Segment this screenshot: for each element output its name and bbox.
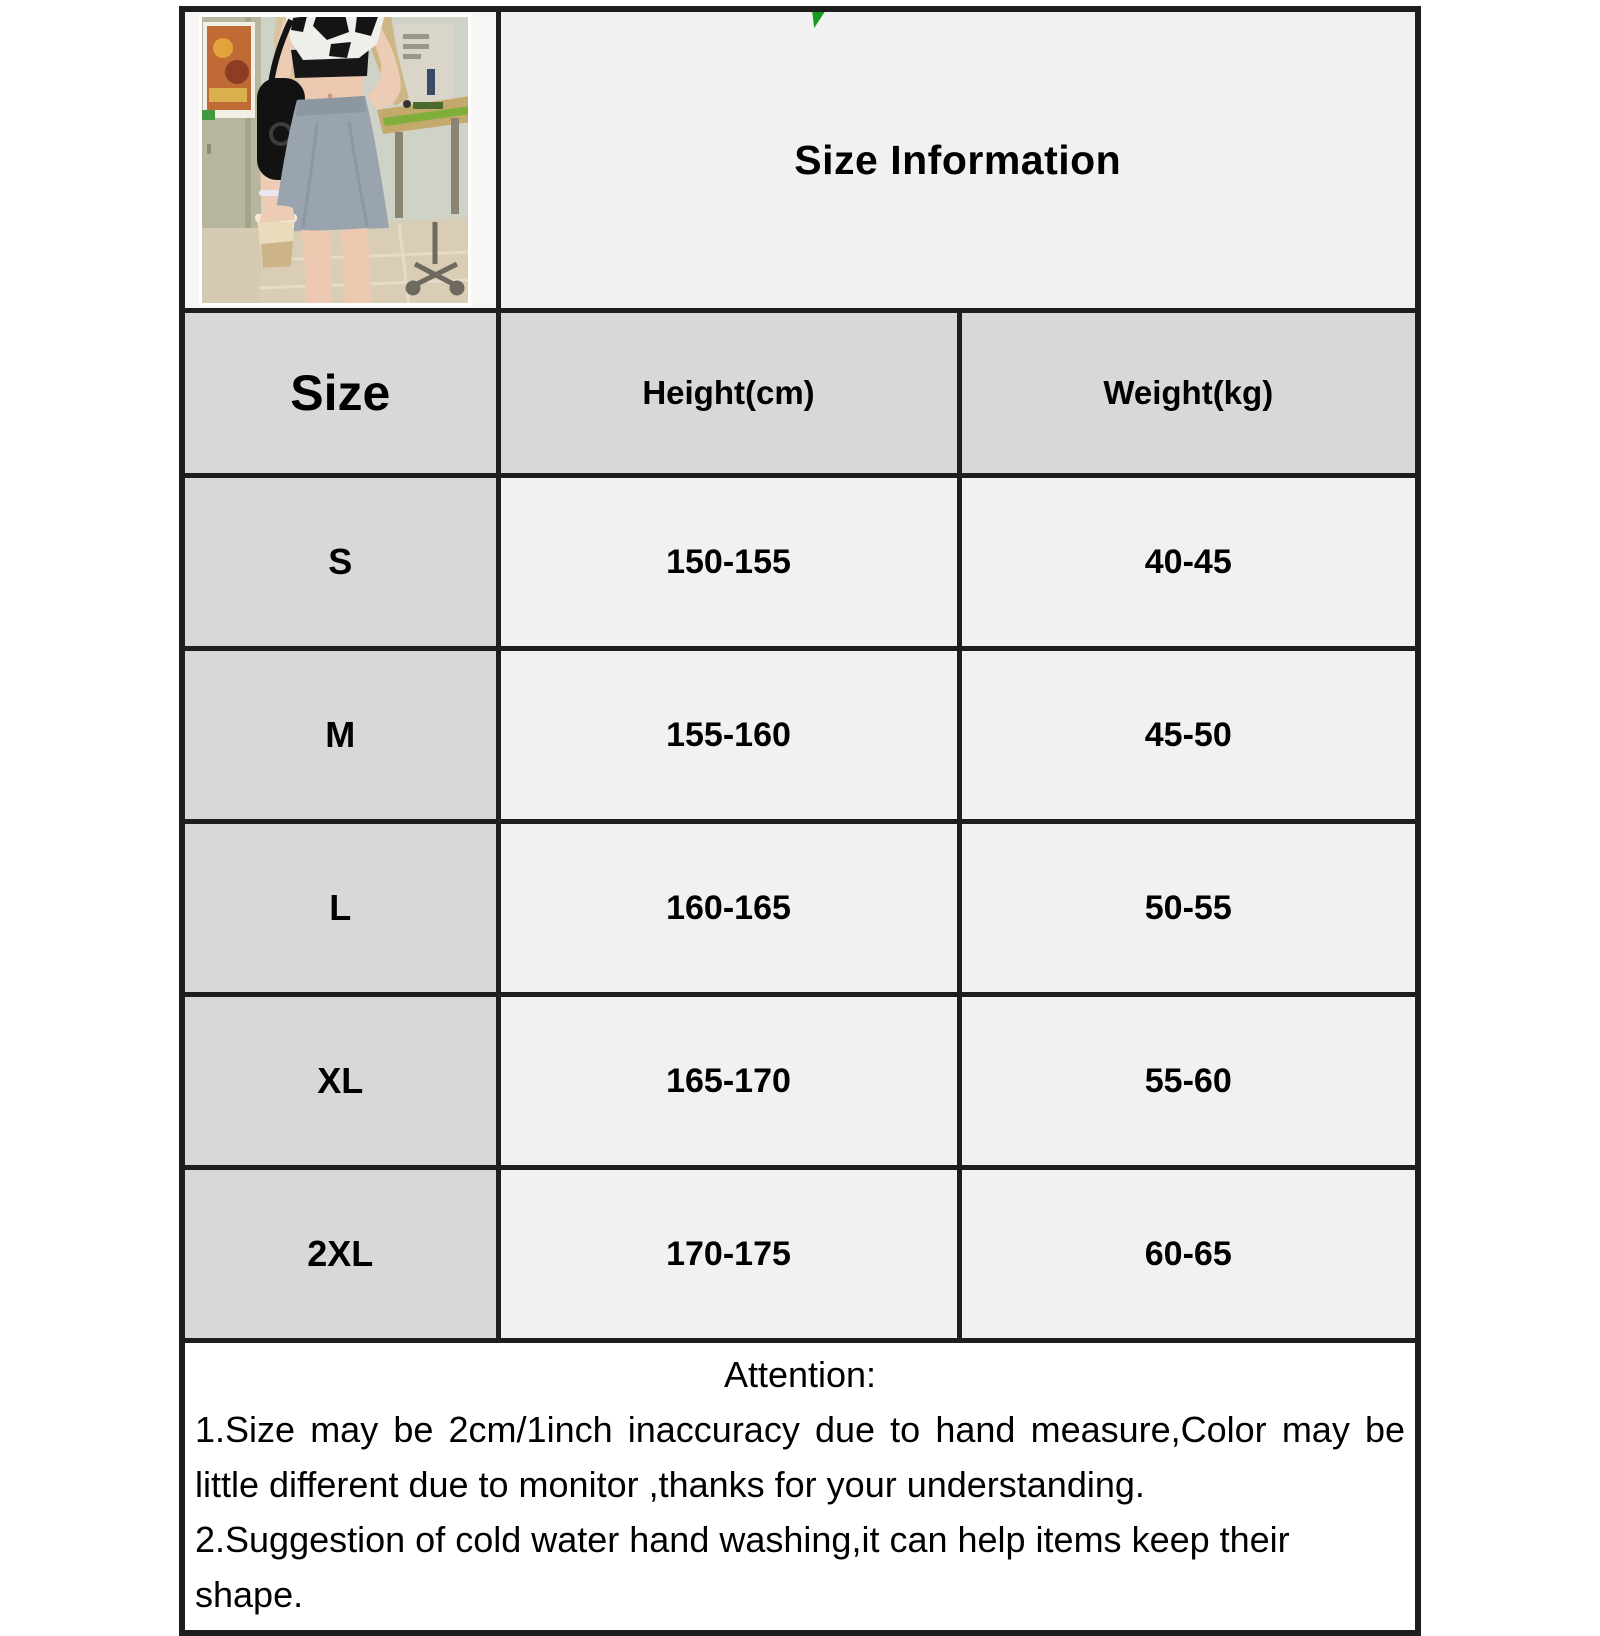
attention-line-2: 2.Suggestion of cold water hand washing,it can help items keep their shape.	[195, 1519, 1290, 1616]
weight-value: 45-50	[959, 649, 1418, 822]
size-label: L	[182, 822, 498, 995]
table-row-xl	[182, 995, 1418, 1168]
attention-row	[182, 1341, 1418, 1634]
size-label: 2XL	[182, 1168, 498, 1341]
poster	[201, 22, 255, 120]
product-photo	[199, 14, 471, 306]
page-title: Size Information	[794, 136, 1122, 183]
size-label: S	[182, 476, 498, 649]
height-value: 165-170	[498, 995, 959, 1168]
column-header-size: Size	[182, 311, 498, 476]
table-header-row	[182, 311, 1418, 476]
weight-value: 60-65	[959, 1168, 1418, 1341]
column-header-weight: Weight(kg)	[959, 311, 1418, 476]
height-value: 155-160	[498, 649, 959, 822]
size-label: XL	[182, 995, 498, 1168]
attention-note	[182, 1341, 1418, 1634]
column-header-height: Height(cm)	[498, 311, 959, 476]
banner-row	[182, 9, 1418, 311]
green-corner-flag-icon	[812, 9, 829, 28]
product-photo-illustration	[199, 14, 471, 306]
table-row-s	[182, 476, 1418, 649]
weight-value: 40-45	[959, 476, 1418, 649]
weight-value: 55-60	[959, 995, 1418, 1168]
height-value: 150-155	[498, 476, 959, 649]
height-value: 170-175	[498, 1168, 959, 1341]
height-value: 160-165	[498, 822, 959, 995]
table-row-m	[182, 649, 1418, 822]
table-row-2xl	[182, 1168, 1418, 1341]
table-row-l	[182, 822, 1418, 995]
attention-heading: Attention:	[723, 1354, 877, 1395]
size-information-table	[179, 6, 1421, 1636]
title-cell	[498, 9, 1418, 311]
weight-value: 50-55	[959, 822, 1418, 995]
size-chart-sheet	[179, 6, 1415, 1636]
product-photo-cell	[182, 9, 498, 311]
attention-line-1: 1.Size may be 2cm/1inch inaccuracy due to hand measure,Color may be little different due to monitor ,thanks for your understanding.	[195, 1409, 1406, 1506]
size-label: M	[182, 649, 498, 822]
